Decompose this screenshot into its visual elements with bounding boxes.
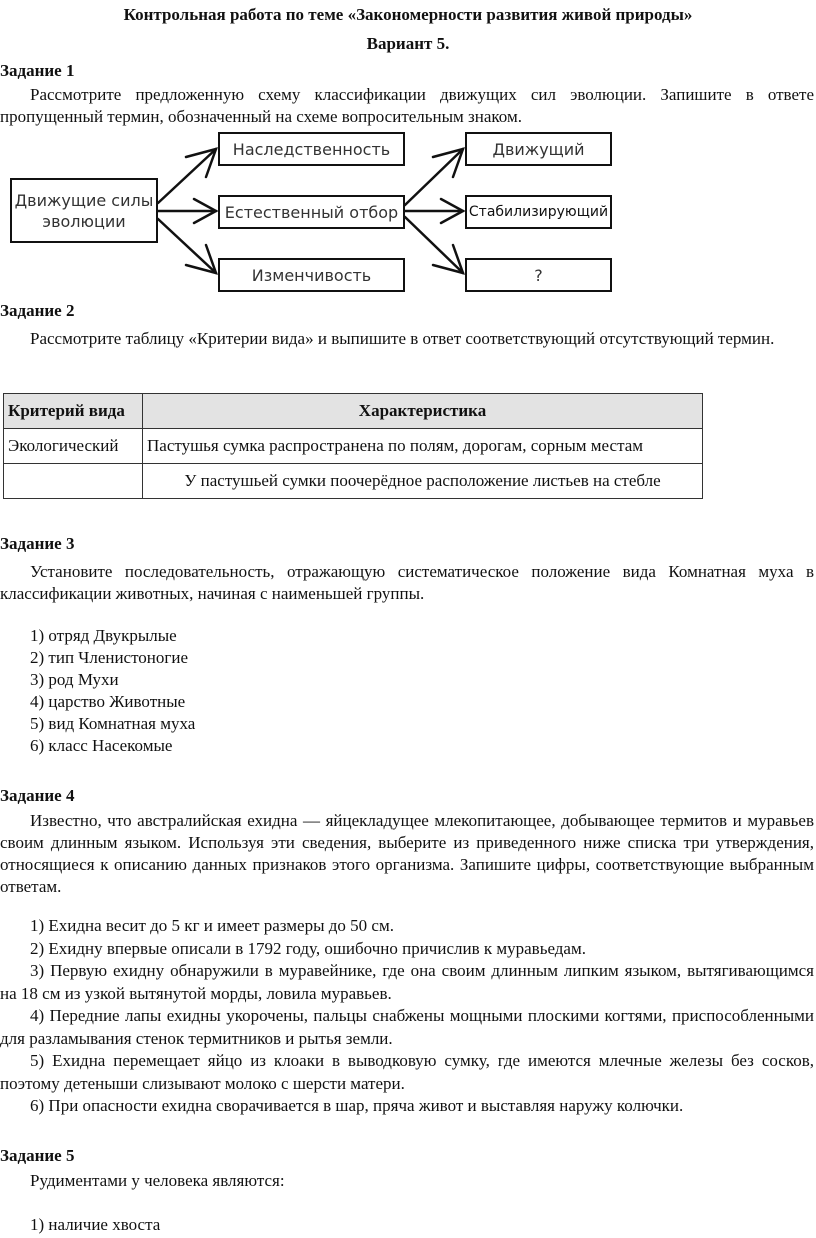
table-header-row: [4, 394, 703, 429]
task3-heading: Задание 3: [0, 534, 75, 553]
table-row: [4, 429, 703, 464]
list-item: 3) род Мухи: [30, 670, 119, 689]
list-item: 4) царство Животные: [30, 692, 186, 711]
table-cell-characteristic: У пастушьей сумки поочерёдное расположение листьев на стебле: [143, 464, 703, 499]
task1-text-content: Рассмотрите предложенную схему классификации движущих сил эволюции. Запишите в ответе пропущенный термин, обозначенный на схеме вопросительным знаком.: [0, 85, 814, 126]
list-item: 2) Ехидну впервые описали в 1792 году, ошибочно причислив к муравьедам.: [30, 938, 586, 958]
table-header-characteristic: Характеристика: [143, 394, 703, 429]
document-title: Контрольная работа по теме «Закономерности развития живой природы»: [123, 5, 693, 24]
list-item: 5) вид Комнатная муха: [30, 714, 196, 733]
task1-heading: Задание 1: [0, 61, 75, 80]
list-item: 1) Ехидна весит до 5 кг и имеет размеры до 50 см.: [30, 916, 394, 935]
list-item: 6) класс Насекомые: [30, 736, 173, 755]
task5-heading: Задание 5: [0, 1146, 75, 1165]
variant-label: Вариант 5.: [366, 34, 450, 53]
task3-text-content: Установите последовательность, отражающую систематическое положение вида Комнатная муха в классификации животных, начиная с наименьшей группы.: [0, 562, 814, 603]
table-header-criterion: Критерий вида: [4, 394, 143, 429]
task2-text: [0, 328, 814, 350]
task3-options-list: [30, 625, 195, 757]
task5-text: Рудиментами у человека являются:: [30, 1171, 285, 1190]
task4-text: [0, 810, 814, 898]
list-item: 4) Передние лапы ехидны укорочены, пальцы снабжены мощными плоскими когтями, приспособленными для разламывания стенок термитников и рытья земли.: [0, 1006, 814, 1048]
diagram-stabilizing-box: Стабилизирующий: [465, 195, 612, 229]
task3-text: [0, 561, 814, 605]
task4-heading: Задание 4: [0, 786, 75, 805]
task2-heading: Задание 2: [0, 301, 75, 320]
species-criteria-table: [3, 393, 703, 499]
task2-text-content: Рассмотрите таблицу «Критерии вида» и выпишите в ответ соответствующий отсутствующий термин.: [30, 329, 775, 348]
diagram-heredity-box: Наследственность: [218, 132, 405, 166]
diagram-variability-box: Изменчивость: [218, 258, 405, 292]
table-cell-criterion: Экологический: [4, 429, 143, 464]
table-cell-criterion-missing: [4, 464, 143, 499]
task1-text: [0, 84, 814, 128]
table-row: [4, 464, 703, 499]
list-item: 1) наличие хвоста: [30, 1215, 161, 1234]
table-cell-characteristic: Пастушья сумка распространена по полям, дорогам, сорным местам: [143, 429, 703, 464]
task4-text-content: Известно, что австралийская ехидна — яйцекладущее млекопитающее, добывающее термитов и муравьев своим длинным языком. Используя эти сведения, выберите из приведенного ниже списка три утверждения, относящиеся к описанию данных признаков этого организма. Запишите цифры, соответствующие выбранным ответам.: [0, 811, 814, 896]
list-item: 1) отряд Двукрылые: [30, 626, 177, 645]
diagram-natural-selection-box: Естественный отбор: [218, 195, 405, 229]
list-item: 3) Первую ехидну обнаружили в муравейнике, где она своим длинным липким языком, вытягивающимся на 18 см из узкой вытянутой морды, ловила муравьев.: [0, 961, 814, 1003]
evolution-forces-diagram: [0, 125, 630, 300]
diagram-root-box: Движущие силы эволюции: [10, 178, 158, 243]
diagram-driving-box: Движущий: [465, 132, 612, 166]
list-item: 5) Ехидна перемещает яйцо из клоаки в выводковую сумку, где имеются млечные железы без сосков, поэтому детеныши слизывают молоко с шерсти матери.: [0, 1051, 814, 1093]
task5-options-list: [30, 1214, 160, 1236]
task4-options-list: [0, 915, 814, 1118]
list-item: 6) При опасности ехидна сворачивается в шар, пряча живот и выставляя наружу колючки.: [30, 1096, 684, 1115]
diagram-missing-box: ?: [465, 258, 612, 292]
list-item: 2) тип Членистоногие: [30, 648, 189, 667]
